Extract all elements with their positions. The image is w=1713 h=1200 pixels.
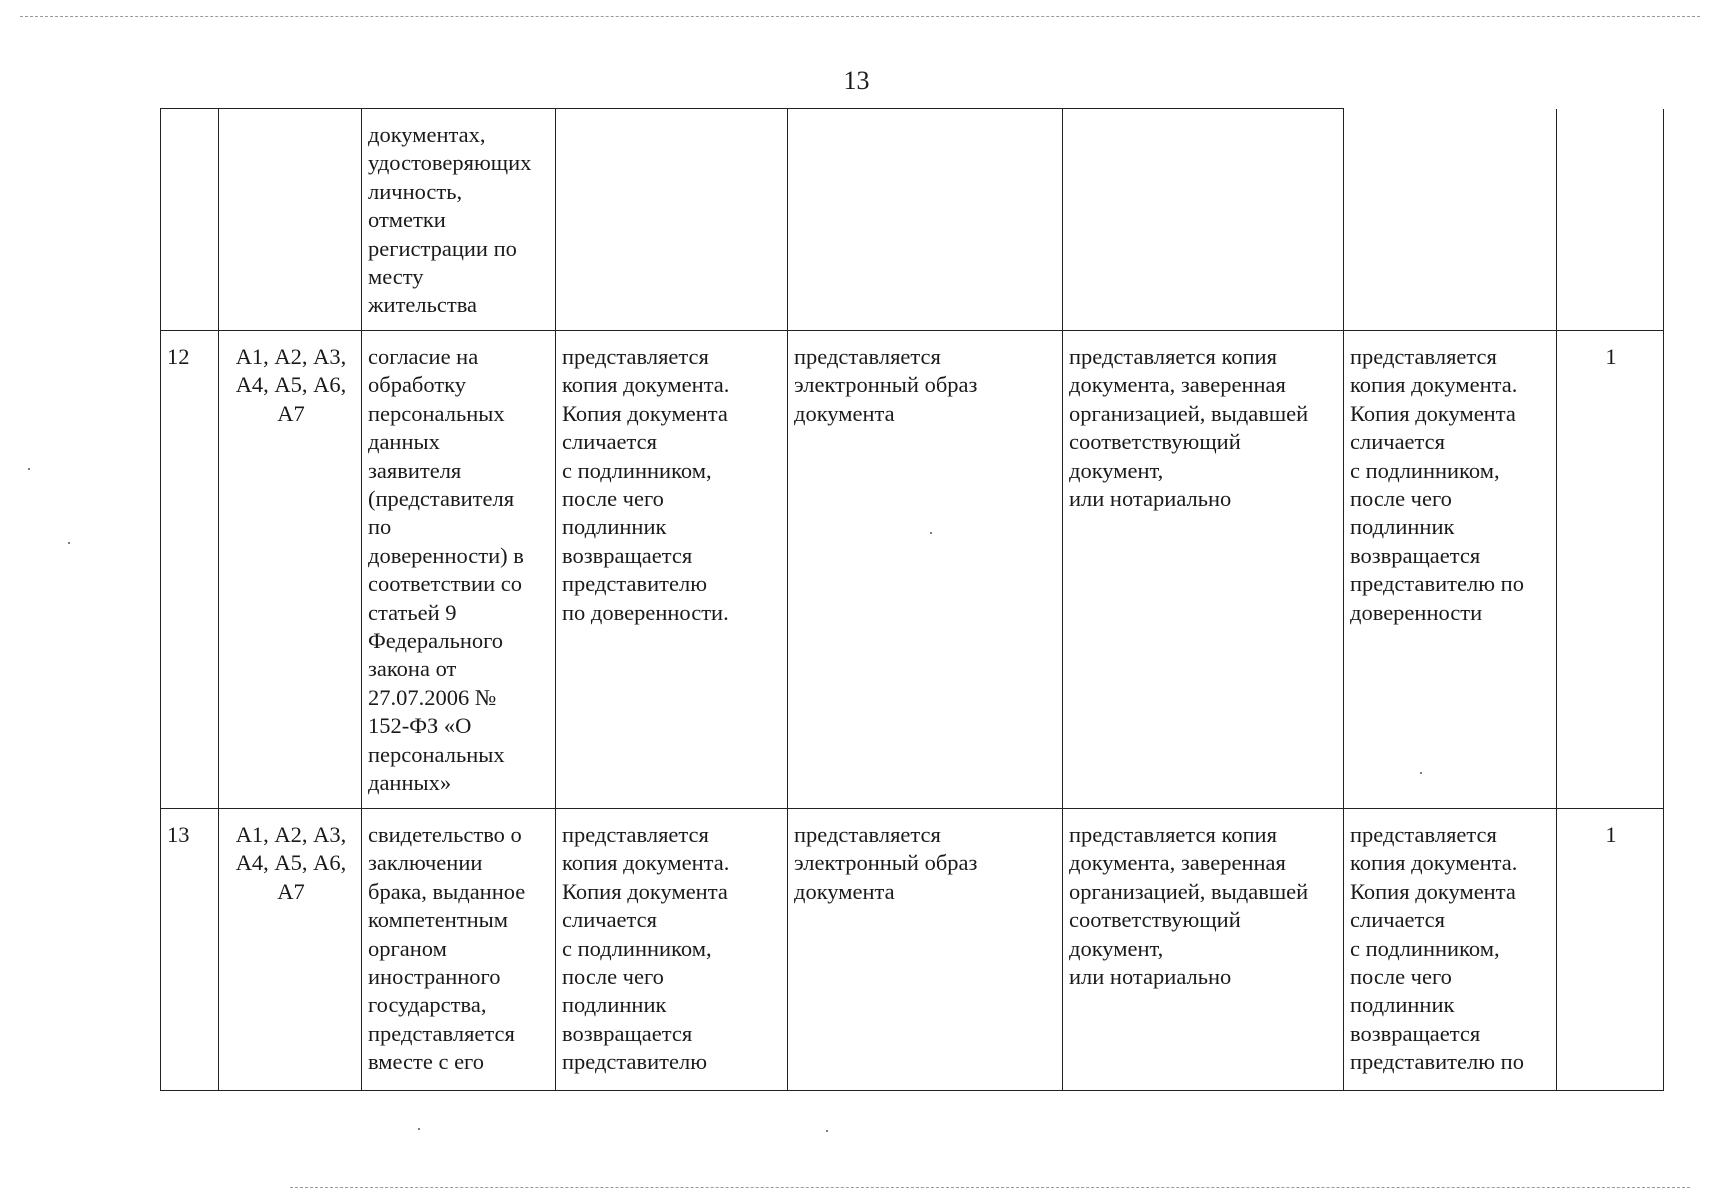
scan-artifact-top <box>20 16 1700 17</box>
electronic-requirement-cell <box>788 109 1063 331</box>
paper-requirement-cell <box>556 109 788 331</box>
row-number: 13 <box>167 822 190 847</box>
applicant-categories: А1, А2, А3, А4, А5, А6, А7 <box>235 822 347 904</box>
electronic-requirement: представляется электронный образ документа <box>794 344 978 426</box>
table-row <box>161 809 1664 1091</box>
scan-speck <box>826 1130 828 1132</box>
quantity-cell <box>1557 109 1664 331</box>
copy-requirement: представляется копия документа, заверенная организацией, выдавшей соответствующий документ, или нотариально <box>1069 344 1309 512</box>
row-number-cell <box>161 809 219 1091</box>
table-row <box>161 109 1664 331</box>
copy-requirement-cell <box>1063 109 1344 331</box>
document-name-cell <box>362 809 556 1091</box>
document-name: документах, удостоверяющих личность, отметки регистрации по месту жительства <box>368 122 532 318</box>
paper-requirement: представляется копия документа. Копия документа сличается с подлинником, после чего подлинник возвращается представителю по доверенности. <box>562 344 730 625</box>
original-requirement: представляется копия документа. Копия документа сличается с подлинником, после чего подлинник возвращается представителю по доверенности <box>1350 344 1524 625</box>
scan-speck <box>28 468 30 470</box>
document-name-cell <box>362 109 556 331</box>
electronic-requirement-cell <box>788 809 1063 1091</box>
row-number-cell <box>161 109 219 331</box>
copy-requirement-cell <box>1063 809 1344 1091</box>
quantity-cell <box>1557 809 1664 1091</box>
documents-table <box>160 108 1664 1091</box>
table-row <box>161 331 1664 809</box>
electronic-requirement: представляется электронный образ документа <box>794 822 978 904</box>
applicant-categories-cell <box>219 331 362 809</box>
row-number: 12 <box>167 344 190 369</box>
original-requirement-cell <box>1344 331 1557 809</box>
original-requirement-cell <box>1344 809 1557 1091</box>
row-number-cell <box>161 331 219 809</box>
scan-speck <box>418 1128 420 1130</box>
applicant-categories-cell <box>219 809 362 1091</box>
copy-requirement: представляется копия документа, заверенная организацией, выдавшей соответствующий документ, или нотариально <box>1069 822 1309 990</box>
scan-speck <box>68 542 70 544</box>
quantity: 1 <box>1605 344 1617 369</box>
copy-requirement-cell <box>1063 331 1344 809</box>
document-name-cell <box>362 331 556 809</box>
applicant-categories-cell <box>219 109 362 331</box>
electronic-requirement-cell <box>788 331 1063 809</box>
applicant-categories: А1, А2, А3, А4, А5, А6, А7 <box>235 344 347 426</box>
paper-requirement-cell <box>556 809 788 1091</box>
page-number: 13 <box>843 66 870 95</box>
quantity-cell <box>1557 331 1664 809</box>
document-name: свидетельство о заключении брака, выданное компетентным органом иностранного государства, представляется вместе с его <box>368 822 526 1075</box>
paper-requirement: представляется копия документа. Копия документа сличается с подлинником, после чего подлинник возвращается представителю <box>562 822 730 1075</box>
quantity: 1 <box>1605 822 1617 847</box>
original-requirement-cell <box>1344 109 1557 331</box>
original-requirement: представляется копия документа. Копия документа сличается с подлинником, после чего подлинник возвращается представителю по <box>1350 822 1524 1075</box>
paper-requirement-cell <box>556 331 788 809</box>
scan-artifact-bottom <box>290 1187 1690 1188</box>
document-name: согласие на обработку персональных данных заявителя (представителя по доверенности) в соответствии со статьей 9 Федерального закона от 27.07.2006 № 152-ФЗ «О персональных данных» <box>368 344 524 796</box>
